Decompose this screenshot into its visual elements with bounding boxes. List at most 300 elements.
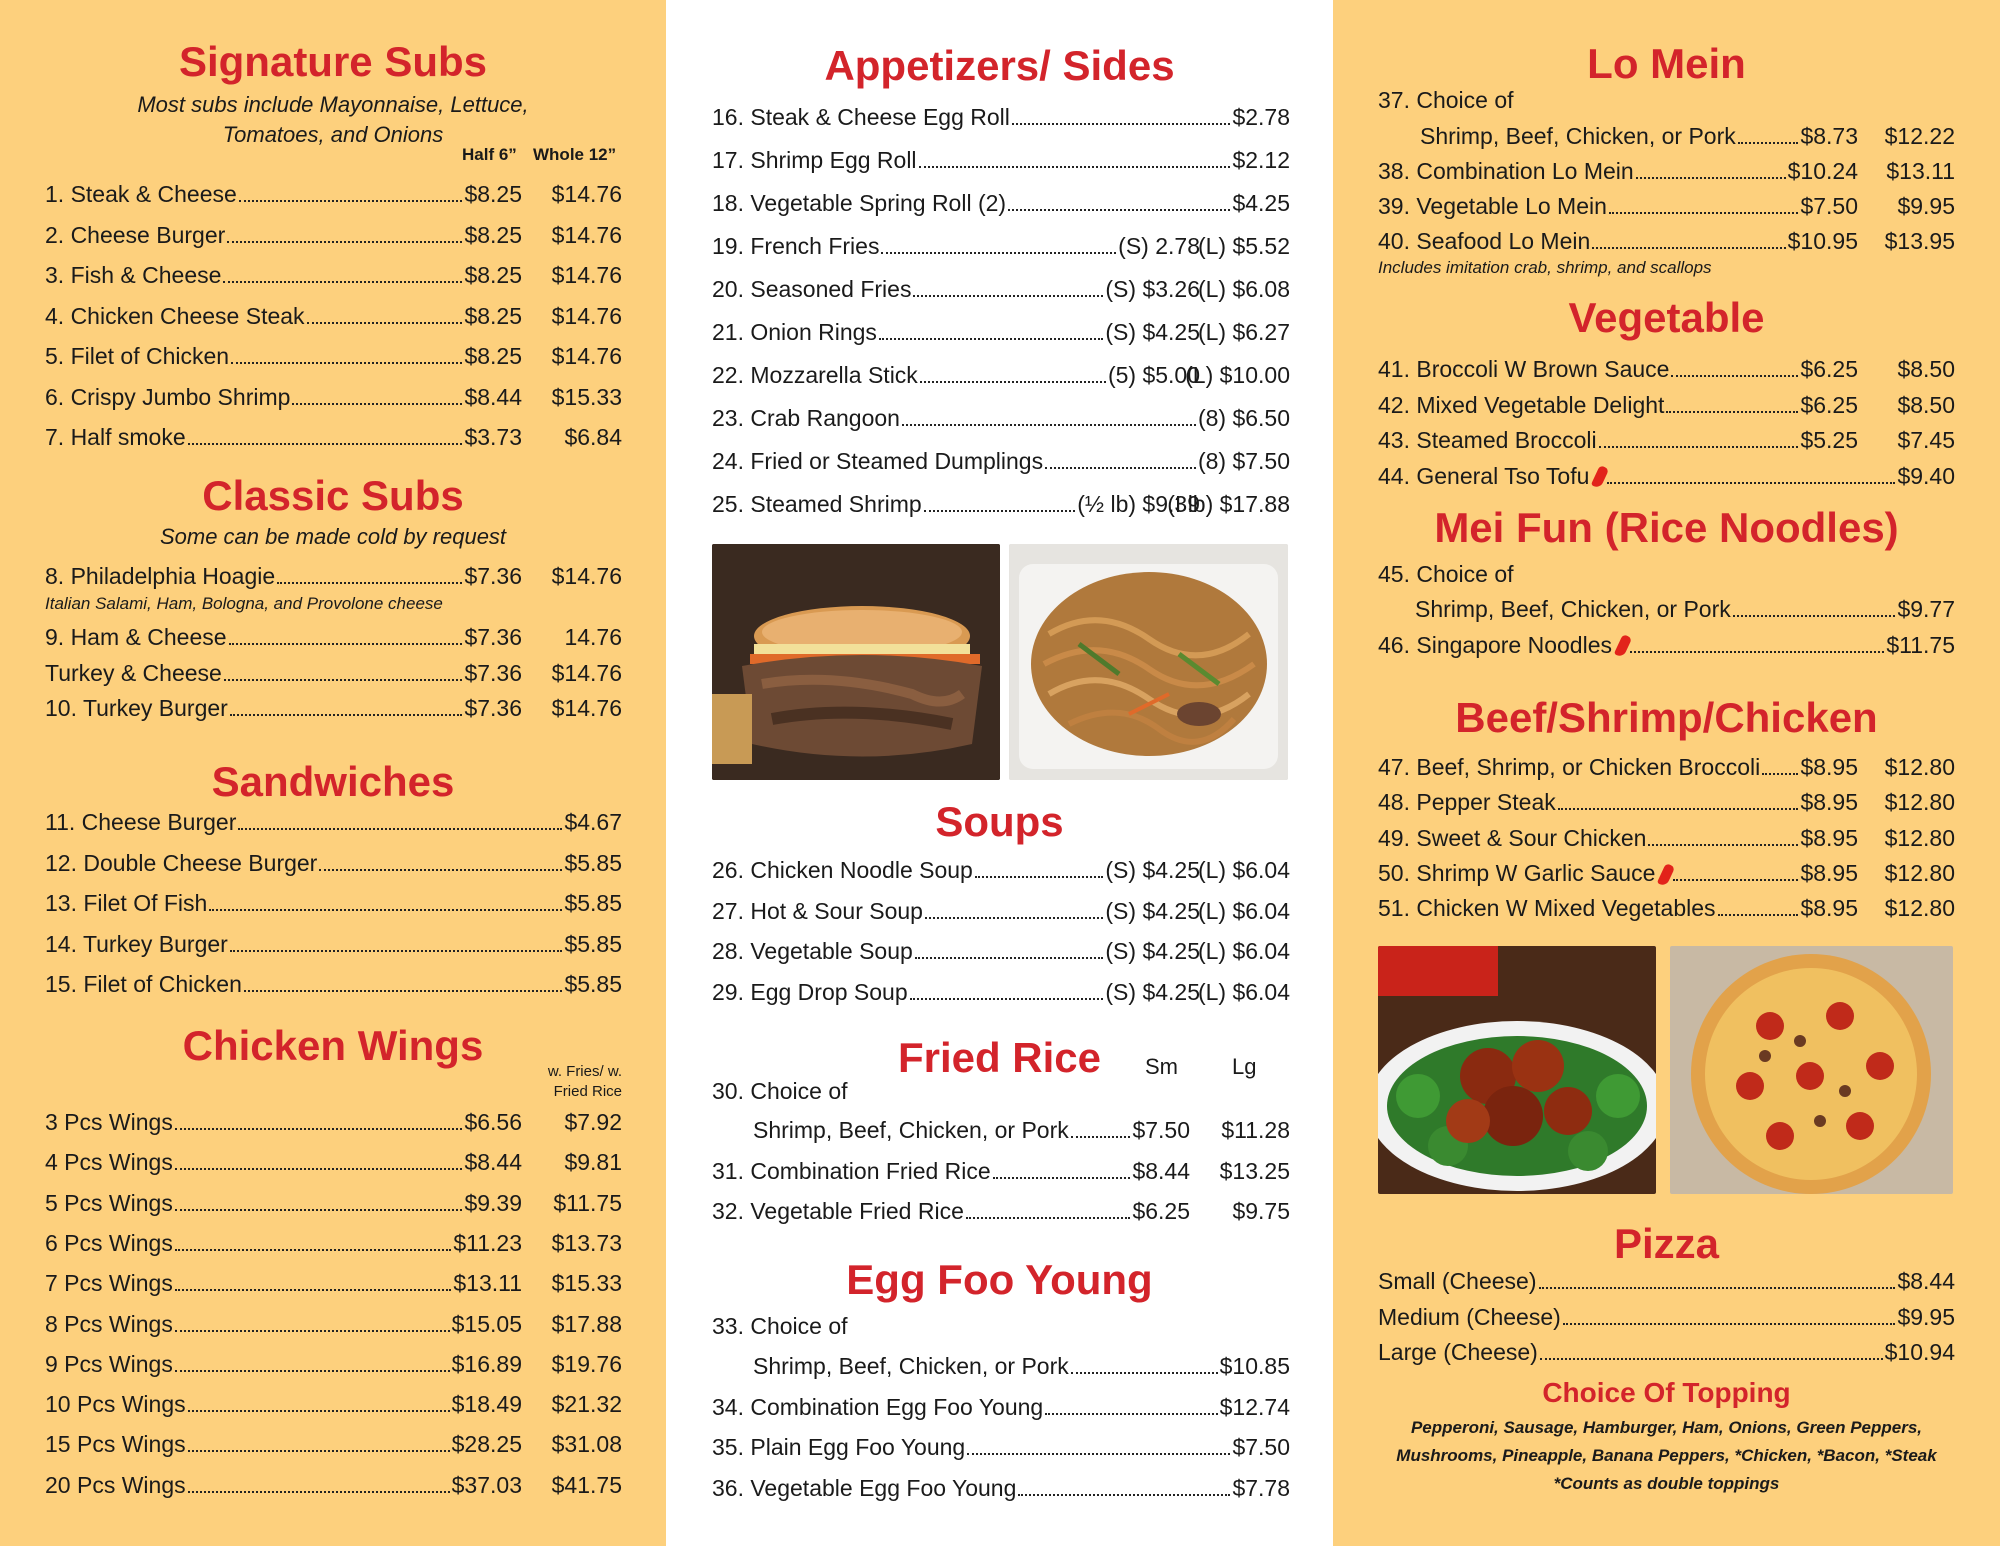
item-name: Shrimp, Beef, Chicken, or Pork <box>1415 596 1731 622</box>
item-price-small: $8.73 <box>1800 123 1858 149</box>
item-price: $5.85 <box>564 849 622 876</box>
item-price: $15.33 <box>551 383 622 410</box>
item-price-small: $7.50 <box>1132 1117 1190 1143</box>
item-price: $14.76 <box>551 262 622 288</box>
item-price-small: $3.73 <box>464 424 522 450</box>
menu-item-row <box>712 935 1290 967</box>
item-name: 9. Ham & Cheese <box>45 624 227 650</box>
menu-item-row <box>712 1431 1290 1463</box>
menu-item-row <box>45 300 622 332</box>
dot-leader <box>915 935 1104 959</box>
dot-leader <box>1592 225 1785 249</box>
item-price: $12.80 <box>1884 824 1955 851</box>
menu-item-row <box>45 1267 622 1299</box>
menu-item-row <box>45 219 622 251</box>
dot-leader <box>175 1106 463 1130</box>
dot-leader <box>277 560 462 584</box>
item-name: 4 Pcs Wings <box>45 1149 173 1176</box>
menu-item-row <box>1378 822 1955 854</box>
item-price: $7.92 <box>564 1109 622 1135</box>
item-price: $31.08 <box>551 1431 622 1458</box>
item-price-small: $7.36 <box>464 624 522 650</box>
item-name: 8 Pcs Wings <box>45 1310 173 1337</box>
dot-leader <box>209 887 562 911</box>
pizza-photo <box>1670 946 1953 1194</box>
dot-leader <box>175 1308 450 1332</box>
item-price: $19.76 <box>551 1350 622 1377</box>
dot-leader <box>230 692 463 716</box>
item-price-small: (S) $4.25 <box>1105 978 1200 1005</box>
general-tso-illustration <box>1378 946 1656 1194</box>
dot-leader <box>223 259 462 283</box>
menu-item-row <box>1378 1336 1955 1368</box>
general-tso-photo <box>1378 946 1656 1194</box>
item-price: $9.95 <box>1897 1303 1955 1330</box>
dot-leader <box>1045 1391 1217 1415</box>
item-price: $8.50 <box>1897 391 1955 418</box>
item-price: (I lb) $17.88 <box>1167 491 1290 517</box>
wings-col-note: w. Fries/ w. Fried Rice <box>547 1063 622 1100</box>
item-price: $11.28 <box>1221 1117 1290 1143</box>
dot-leader <box>1071 1114 1131 1138</box>
item-price: $14.76 <box>551 343 622 369</box>
item-price-small: $8.25 <box>464 343 522 369</box>
item-price: $11.75 <box>1886 631 1955 658</box>
menu-item-row <box>1378 424 1955 456</box>
item-price-small: $8.44 <box>1132 1158 1190 1184</box>
item-name: 42. Mixed Vegetable Delight <box>1378 391 1665 418</box>
item-price-small: $16.89 <box>451 1350 522 1377</box>
item-price-small: $8.95 <box>1800 789 1858 816</box>
dot-leader <box>175 1146 463 1170</box>
col-half-header: Half 6” <box>462 145 517 164</box>
dot-leader <box>1738 120 1799 144</box>
appetizers-title: Appetizers/ Sides <box>824 42 1175 89</box>
dot-leader <box>920 359 1106 383</box>
item-name: 20 Pcs Wings <box>45 1471 186 1498</box>
item-name: 7 Pcs Wings <box>45 1270 173 1297</box>
item-name: 19. French Fries <box>712 233 880 259</box>
item-price: $8.44 <box>1897 1268 1955 1294</box>
item-price: $12.80 <box>1884 789 1955 816</box>
dot-leader <box>967 1431 1230 1455</box>
item-price: (L) $6.04 <box>1197 897 1290 924</box>
item-price: $5.85 <box>564 971 622 997</box>
item-name: 24. Fried or Steamed Dumplings <box>712 448 1044 474</box>
item-name: 26. Chicken Noodle Soup <box>712 857 973 883</box>
item-price-small: (½ lb) $9.39 <box>1077 491 1200 517</box>
chicken-wings-title: Chicken Wings <box>182 1022 484 1069</box>
menu-item-row <box>45 340 622 372</box>
item-price-small: (S) 2.78 <box>1118 233 1200 259</box>
item-name: 29. Egg Drop Soup <box>712 978 908 1005</box>
item-name: 39. Vegetable Lo Mein <box>1378 193 1607 219</box>
menu-item-row <box>1378 629 1955 661</box>
item-price-small: $11.23 <box>453 1229 522 1256</box>
menu-item-row <box>45 692 622 724</box>
item-price: (L) $10.00 <box>1185 362 1290 388</box>
menu-item-row <box>1415 593 1955 625</box>
item-price: (8) $6.50 <box>1197 405 1290 431</box>
item-price: $9.81 <box>564 1149 622 1176</box>
menu-item-row <box>45 1348 622 1380</box>
item-price-small: $10.24 <box>1787 158 1858 184</box>
dot-leader <box>879 316 1103 340</box>
item-price: $9.75 <box>1232 1198 1290 1224</box>
classic-subs-subtitle: Some can be made cold by request <box>159 524 507 549</box>
dot-leader <box>175 1227 452 1251</box>
item-price: $41.75 <box>551 1471 622 1498</box>
menu-item-row <box>45 1308 622 1340</box>
item-price: $5.85 <box>564 930 622 957</box>
menu-item-row <box>753 1350 1290 1382</box>
menu-item-row <box>45 178 622 210</box>
item-name: 20. Seasoned Fries <box>712 276 912 302</box>
dot-leader <box>966 1195 1131 1219</box>
fried-rice-title: Fried Rice <box>897 1034 1102 1081</box>
soups-title: Soups <box>935 798 1064 845</box>
menu-page: Signature Subs Most subs include Mayonnaise, Lettuce, Tomatoes, and Onions Half 6” Whole 12” 1. Steak & Cheese $14.76 $8.25 2. Cheese Burger $14.76 $8.25 3. Fish & Cheese $14.76 $8.25 4. Chicken Cheese Steak $14.76 $8.25 5. Filet of Chicken $14.76 $8.25 6. Crispy Jumbo Shrimp $15.33 $8.44 7. Half smoke $6.84 $3.73 Classic Subs Some can be made cold by request 8. Philadelphia Hoagie $14.76 $7.36 9. Ham & Cheese 14.76 $7.36 Turkey & Cheese $14.76 $7.36 10. Turkey Burger $14.76 $7.36 Italian Salami, Ham, Bologna, and Provolone cheese Sandwiches 11. Cheese Burger $4.67 12. Double Cheese Burger $5.85 13. Filet Of Fish $5.85 14. Turkey Burger $5.85 15. Filet of Chicken $5.85 Chicken Wings w. Fries/ w. Fried Rice 3 Pcs Wings $7.92 $6.56 4 Pcs Wings $9.81 $8.44 5 Pcs Wings $11.75 $9.39 6 Pcs Wings $13.73 $11.23 7 Pcs Wings $15.33 $13.11 8 Pcs Wings $17.88 $15.05 9 Pcs Wings $19.76 $16.89 10 Pcs Wings $21.32 $18.49 15 Pcs Wings $31.08 $28.25 20 Pcs Wings $41.75 $37.03 Appetizers/ Sides 16. Steak & Cheese Egg Roll $2.78 17. Shrimp Egg Roll $2.12 18. Vegetable Spring Roll (2) $4.25 19. French Fries (L) $5.52 (S) 2.78 20. Seasoned Fries (L) $6.08 (S) $3.26 21. Onion Rings (L) $6.27 (S) $4.25 22. Mozzarella Stick (L) $10.00 (5) $5.00 23. Crab Rangoon (8) $6.50 24. Fried or Steamed Dumplings (8) $7.50 25. Steamed Shrimp (I lb) $17.88 (½ lb) $9.39 Soups 26. Chicken Noodle Soup (L) $6.04 (S) $4.25 27. Hot & Sour Soup (L) $6.04 (S) $4.25 28. Vegetable Soup (L) $6.04 (S) $4.25 29. Egg Drop Soup (L) $6.04 (S) $4.25 Fried Rice Sm Lg 30. Choice of Shrimp, Beef, Chicken, or Pork $11.28 $7.50 31. Combination Fried Rice $13.25 $8.44 32. Vegetable Fried Rice $9.75 $6.25 Egg Foo Young 33. Choice of Shrimp, Beef, Chicken, or Pork $10.85 34. Combination Egg Foo Young $12.74 35. Plain Egg Foo Young $7.50 36. Vegetable Egg Foo Young $7.78 Lo Mein 37. Choice of Shrimp, Beef, Chicken, or Pork $12.22 $8.73 38. Combination Lo Mein $13.11 $10.24 39. Vegetable Lo Mein $9.95 $7.50 40. Seafood Lo Mein $13.95 $10.95 Includes imitation crab, shrimp, and scallops Vegetable 41. Broccoli W Brown Sauce $8.50 $6.25 42. Mixed Vegetable Delight $8.50 $6.25 43. Steamed Broccoli $7.45 $5.25 44. General Tso Tofu $9.40 Mei Fun (Rice Noodles) 45. Choice of Shrimp, Beef, Chicken, or Pork $9.77 46. Singapore Noodles $11.75 Beef/Shrimp/Chicken 47. Beef, Shrimp, or Chicken Broccoli $12.80 $8.95 48. Pepper Steak $12.80 $8.95 49. Sweet & Sour Chicken $12.80 $8.95 50. Shrimp W Garlic Sauce $12.80 $8.95 51. Chicken W Mixed Vegetables $12.80 $8.95 Pizza Small (Cheese) $8.44 Medium (Cheese) $9.95 Large (Cheese) $10.94 Choice Of Topping Pepperoni, Sausage, Hamburger, Ham, Onions, Green Peppers, Mushrooms, Pineapple, Banana Peppers, *Chicken, *Bacon, *Steak *Counts as double toppings <box>0 0 2000 1546</box>
item-name: 44. General Tso Tofu <box>1378 460 1605 492</box>
item-price-small: (S) $3.26 <box>1105 276 1200 302</box>
menu-item-row <box>45 1388 622 1420</box>
menu-item-row <box>1378 786 1955 818</box>
menu-item-row <box>712 1155 1290 1187</box>
item-price-small: $9.39 <box>464 1189 522 1216</box>
dot-leader <box>1540 1336 1883 1360</box>
item-price-small: $6.25 <box>1132 1198 1190 1224</box>
item-name: Shrimp, Beef, Chicken, or Pork <box>753 1353 1069 1379</box>
item-price-small: $6.25 <box>1800 391 1858 418</box>
item-price: (L) $6.08 <box>1197 276 1290 302</box>
item-price: $7.45 <box>1897 427 1955 453</box>
dot-leader <box>1607 460 1895 484</box>
item-price: (L) $6.04 <box>1197 938 1290 964</box>
menu-item-row <box>712 359 1290 391</box>
menu-item-row <box>712 976 1290 1008</box>
menu-item-row <box>753 1114 1290 1146</box>
item-name: 27. Hot & Sour Soup <box>712 897 923 924</box>
menu-item-row <box>1378 1301 1955 1333</box>
dot-leader <box>913 273 1103 297</box>
dot-leader <box>188 421 463 445</box>
item-name: 6. Crispy Jumbo Shrimp <box>45 383 291 410</box>
item-price: $9.77 <box>1897 596 1955 622</box>
menu-item-row <box>45 1106 622 1138</box>
item-name: Small (Cheese) <box>1378 1268 1537 1294</box>
lo-mein-photo <box>1009 544 1288 780</box>
menu-item-row <box>45 1428 622 1460</box>
item-price: $10.94 <box>1884 1339 1955 1365</box>
item-price: (8) $7.50 <box>1197 448 1290 474</box>
dot-leader <box>1012 101 1231 125</box>
item-name: 16. Steak & Cheese Egg Roll <box>712 104 1010 130</box>
dot-leader <box>239 178 463 202</box>
item-price-small: (5) $5.00 <box>1107 362 1200 388</box>
item-price: (L) $6.04 <box>1197 978 1290 1005</box>
dot-leader <box>188 1428 450 1452</box>
menu-item-row <box>45 928 622 960</box>
topping-line-3: *Counts as double toppings <box>1553 1474 1780 1493</box>
item-price: $9.95 <box>1897 193 1955 219</box>
menu-item-row <box>45 1469 622 1501</box>
menu-item-row <box>712 316 1290 348</box>
menu-item-row <box>1378 751 1955 783</box>
dot-leader <box>224 657 463 681</box>
item-price-small: $8.25 <box>464 302 522 329</box>
item-price: $9.40 <box>1897 462 1955 489</box>
item-name: 5. Filet of Chicken <box>45 343 230 369</box>
dot-leader <box>1666 389 1798 413</box>
menu-item-row <box>45 259 622 291</box>
fried-rice-sm-header: Sm <box>1145 1054 1178 1079</box>
col-whole-header: Whole 12” <box>533 145 617 164</box>
item-price: $4.25 <box>1232 190 1290 216</box>
item-price-small: $37.03 <box>451 1471 522 1498</box>
item-price-small: $7.36 <box>464 660 522 686</box>
item-price: $13.73 <box>551 1229 622 1256</box>
beef-shrimp-chicken-title: Beef/Shrimp/Chicken <box>1455 694 1878 741</box>
item-name: 18. Vegetable Spring Roll (2) <box>712 190 1007 216</box>
item-price-small: $13.11 <box>453 1270 522 1297</box>
dot-leader <box>227 219 462 243</box>
item-price: $13.95 <box>1884 228 1955 254</box>
item-name: 10 Pcs Wings <box>45 1391 186 1418</box>
item-price-small: $8.25 <box>464 221 522 248</box>
dot-leader <box>881 230 1116 254</box>
item-price: $4.67 <box>564 809 622 835</box>
menu-item-row <box>712 445 1290 477</box>
menu-item-row <box>1378 460 1955 492</box>
item-price-small: $7.36 <box>464 695 522 721</box>
item-price-small: (S) $4.25 <box>1105 319 1200 345</box>
item-name: 34. Combination Egg Foo Young <box>712 1393 1044 1420</box>
item-name: 32. Vegetable Fried Rice <box>712 1198 964 1224</box>
menu-item-row <box>45 381 622 413</box>
dot-leader <box>1599 424 1799 448</box>
item-name: 15. Filet of Chicken <box>45 971 242 997</box>
menu-item-row <box>712 273 1290 305</box>
item-price: $14.76 <box>551 302 622 329</box>
item-price: $17.88 <box>551 1310 622 1337</box>
item-price: $14.76 <box>551 181 622 207</box>
menu-item-row <box>1378 1265 1955 1297</box>
item-name: 50. Shrimp W Garlic Sauce <box>1378 857 1671 889</box>
menu-item-row <box>45 1187 622 1219</box>
dot-leader <box>924 488 1076 512</box>
item-price: $14.76 <box>551 563 622 589</box>
item-name: 2. Cheese Burger <box>45 221 226 248</box>
item-price-small: $7.50 <box>1800 193 1858 219</box>
menu-item-row <box>1378 225 1955 257</box>
menu-item-row <box>1378 155 1955 187</box>
item-name: 48. Pepper Steak <box>1378 789 1556 816</box>
menu-item-row <box>712 1195 1290 1227</box>
item-name: 21. Onion Rings <box>712 319 877 345</box>
pizza-title: Pizza <box>1613 1220 1720 1267</box>
dot-leader <box>1045 445 1196 469</box>
dot-leader <box>1563 1301 1896 1325</box>
lo-mein-title: Lo Mein <box>1587 40 1746 87</box>
item-price-small: $18.49 <box>451 1391 522 1418</box>
menu-item-row <box>45 421 622 453</box>
dot-leader <box>993 1155 1131 1179</box>
item-name: 11. Cheese Burger <box>45 809 237 835</box>
item-name: 41. Broccoli W Brown Sauce <box>1378 356 1670 382</box>
item-price: (L) $6.27 <box>1197 319 1290 345</box>
pizza-illustration <box>1670 946 1953 1194</box>
item-name: Turkey & Cheese <box>45 660 222 686</box>
item-price: $7.50 <box>1232 1434 1290 1460</box>
dot-leader <box>292 381 462 405</box>
item-price-small: $6.56 <box>464 1109 522 1135</box>
item-price: $7.78 <box>1232 1474 1290 1501</box>
menu-item-row <box>45 1227 622 1259</box>
menu-item-row <box>1378 190 1955 222</box>
menu-item-row <box>1378 892 1955 924</box>
dot-leader <box>244 968 563 992</box>
item-name: 47. Beef, Shrimp, or Chicken Broccoli <box>1378 754 1761 780</box>
dot-leader <box>1539 1265 1896 1289</box>
item-price-small: $8.95 <box>1800 754 1858 780</box>
dot-leader <box>919 144 1231 168</box>
item-name: 25. Steamed Shrimp <box>712 491 922 517</box>
item-price: (L) $6.04 <box>1197 857 1290 883</box>
item-name: 15 Pcs Wings <box>45 1431 186 1458</box>
item-name: 31. Combination Fried Rice <box>712 1158 991 1184</box>
item-name: 7. Half smoke <box>45 424 186 450</box>
menu-item-row <box>712 144 1290 176</box>
item-name: 9 Pcs Wings <box>45 1350 173 1377</box>
item-price: $2.12 <box>1232 147 1290 173</box>
item-name: 22. Mozzarella Stick <box>712 362 918 388</box>
item-name: 23. Crab Rangoon <box>712 405 900 431</box>
menu-item-row <box>45 657 622 689</box>
dot-leader <box>1673 857 1798 881</box>
item-name: Medium (Cheese) <box>1378 1303 1561 1330</box>
item-name: 8. Philadelphia Hoagie <box>45 563 276 589</box>
item-price-small: $8.44 <box>464 383 522 410</box>
menu-item-row <box>45 560 622 592</box>
dot-leader <box>1630 629 1884 653</box>
topping-line-1: Pepperoni, Sausage, Hamburger, Ham, Onions, Green Peppers, <box>1410 1418 1923 1437</box>
menu-item-row <box>45 968 622 1000</box>
item-name: Shrimp, Beef, Chicken, or Pork <box>1420 123 1736 149</box>
dot-leader <box>1008 187 1230 211</box>
menu-item-row <box>712 895 1290 927</box>
item-name: 51. Chicken W Mixed Vegetables <box>1378 895 1716 922</box>
menu-item-row <box>45 1146 622 1178</box>
item-price: $21.32 <box>551 1391 622 1418</box>
item-price: $12.80 <box>1884 754 1955 780</box>
dot-leader <box>1558 786 1799 810</box>
item-price-small: $8.95 <box>1800 859 1858 886</box>
menu-item-row <box>712 488 1290 520</box>
item-price: $11.75 <box>553 1189 622 1216</box>
sandwiches-title: Sandwiches <box>211 758 455 805</box>
signature-subs-title: Signature Subs <box>178 38 488 85</box>
item-name: 3. Fish & Cheese <box>45 262 222 288</box>
item-price-small: $8.44 <box>464 1149 522 1176</box>
item-name: 5 Pcs Wings <box>45 1189 173 1216</box>
menu-item-row <box>1378 857 1955 889</box>
dot-leader <box>1636 155 1786 179</box>
menu-item-row <box>1378 389 1955 421</box>
menu-item-row <box>45 806 622 838</box>
item-price: $2.78 <box>1232 104 1290 130</box>
item-price: $12.22 <box>1884 123 1955 149</box>
vegetable-title: Vegetable <box>1568 294 1765 341</box>
dot-leader <box>307 300 463 324</box>
item-price-small: $5.25 <box>1800 427 1858 453</box>
menu-item-row <box>712 101 1290 133</box>
item-price: $14.76 <box>551 660 622 686</box>
item-name: Shrimp, Beef, Chicken, or Pork <box>753 1117 1069 1143</box>
item-price-small: $7.36 <box>464 563 522 589</box>
item-price-small: $28.25 <box>451 1431 522 1458</box>
dot-leader <box>1648 822 1798 846</box>
item-name: 35. Plain Egg Foo Young <box>712 1434 966 1460</box>
item-price: $12.80 <box>1884 859 1955 886</box>
dot-leader <box>1718 892 1799 916</box>
dot-leader <box>188 1469 450 1493</box>
menu-item-row <box>712 1391 1290 1423</box>
dot-leader <box>975 854 1104 878</box>
dot-leader <box>238 806 562 830</box>
item-price-small: (S) $4.25 <box>1105 857 1200 883</box>
menu-item-row <box>712 402 1290 434</box>
hoagie-note: Italian Salami, Ham, Bologna, and Provolone cheese <box>45 594 443 613</box>
dot-leader <box>319 847 562 871</box>
menu-item-row <box>712 187 1290 219</box>
cheesesteak-illustration <box>712 544 1000 780</box>
signature-subs-subtitle: Most subs include Mayonnaise, Lettuce, Tomatoes, and Onions <box>137 92 529 147</box>
menu-item-row <box>712 1472 1290 1504</box>
menu-item-row <box>45 887 622 919</box>
classic-subs-title: Classic Subs <box>202 472 464 519</box>
egg-foo-young-title: Egg Foo Young <box>846 1256 1153 1303</box>
item-price: $13.11 <box>1886 158 1955 184</box>
dot-leader <box>175 1348 450 1372</box>
menu-item-row <box>45 847 622 879</box>
item-name: 4. Chicken Cheese Steak <box>45 302 305 329</box>
item-price: 14.76 <box>564 624 622 650</box>
item-name: 40. Seafood Lo Mein <box>1378 228 1591 254</box>
mei-fun-title: Mei Fun (Rice Noodles) <box>1434 504 1899 551</box>
item-name: 14. Turkey Burger <box>45 930 228 957</box>
item-price: $13.25 <box>1219 1158 1290 1184</box>
item-price-small: $10.95 <box>1787 228 1858 254</box>
dot-leader <box>175 1267 452 1291</box>
item-name: 38. Combination Lo Mein <box>1378 158 1634 184</box>
cheesesteak-photo <box>712 544 1000 780</box>
item-name: 12. Double Cheese Burger <box>45 849 318 876</box>
item-name: 3 Pcs Wings <box>45 1109 173 1135</box>
fried-rice-lg-header: Lg <box>1232 1054 1257 1079</box>
item-price: $15.33 <box>551 1270 622 1297</box>
dot-leader <box>910 976 1104 1000</box>
item-price: $5.85 <box>564 890 622 916</box>
item-price-small: (S) $4.25 <box>1105 897 1200 924</box>
item-price-small: $15.05 <box>451 1310 522 1337</box>
dot-leader <box>1609 190 1799 214</box>
dot-leader <box>925 895 1103 919</box>
item-price: $14.76 <box>551 221 622 248</box>
dot-leader <box>231 340 462 364</box>
seafood-note: Includes imitation crab, shrimp, and scallops <box>1378 258 1712 277</box>
dot-leader <box>1733 593 1896 617</box>
item-name: Large (Cheese) <box>1378 1339 1538 1365</box>
